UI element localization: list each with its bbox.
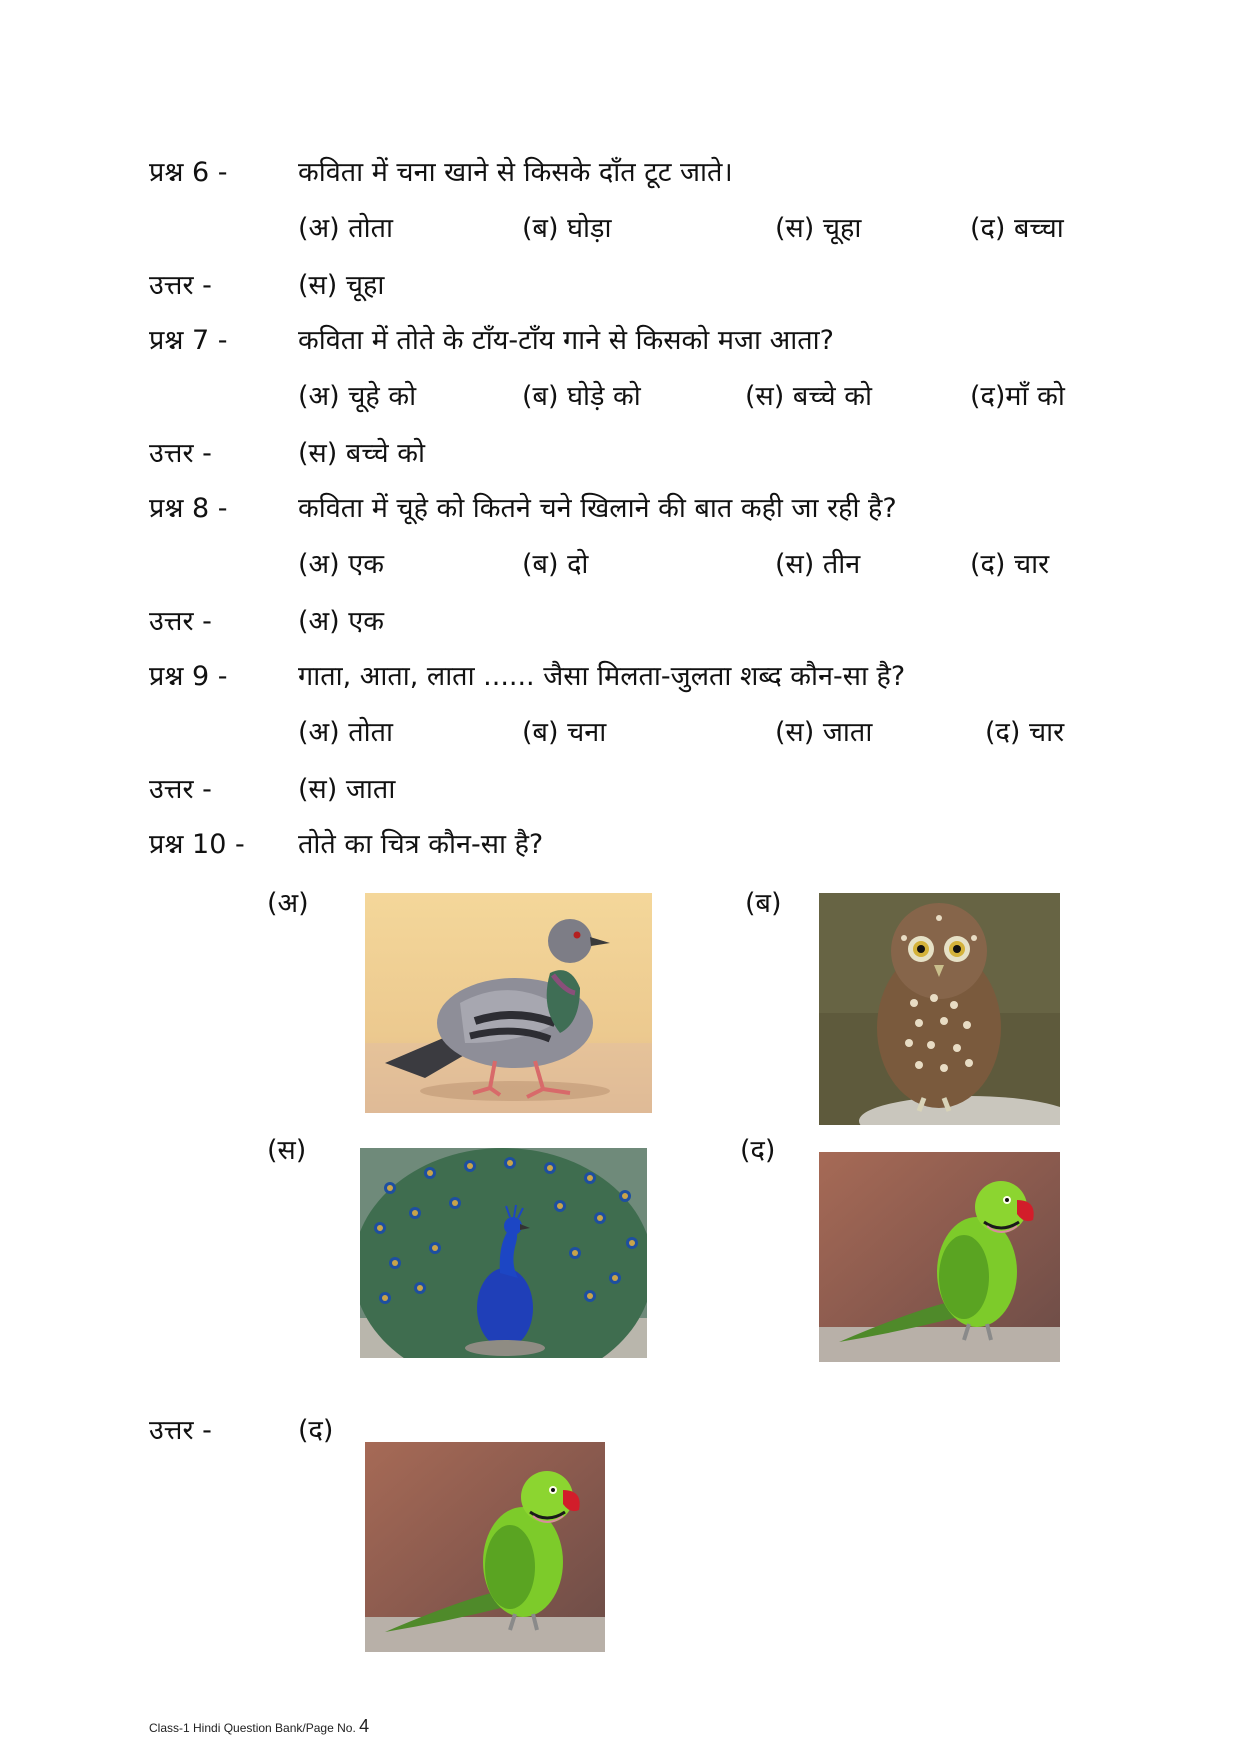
- question-8-label: प्रश्न 8 -: [149, 493, 228, 524]
- question-8-text: कविता में चूहे को कितने चने खिलाने की बात कही जा रही है?: [298, 493, 897, 524]
- question-9-label: प्रश्न 9 -: [149, 661, 228, 692]
- answer-9-text: (स) जाता: [298, 774, 396, 805]
- question-9-option-c: (स) जाता: [775, 717, 873, 748]
- answer-6-text: (स) चूहा: [298, 270, 385, 301]
- question-8-option-a: (अ) एक: [298, 549, 384, 580]
- question-9-option-d: (द) चार: [985, 717, 1065, 748]
- question-7-option-a: (अ) चूहे को: [298, 381, 417, 412]
- question-6-text: कविता में चना खाने से किसके दाँत टूट जाते।: [298, 157, 733, 188]
- answer-10-text: (द): [298, 1415, 334, 1446]
- question-7-option-d: (द)माँ को: [970, 381, 1065, 412]
- question-8-option-d: (द) चार: [970, 549, 1050, 580]
- picture-option-d-label: (द): [740, 1135, 776, 1166]
- page-number: 4: [359, 1716, 370, 1736]
- question-9-option-a: (अ) तोता: [298, 717, 394, 748]
- picture-option-b-label: (ब): [745, 888, 782, 919]
- parrot-picture-answer: [365, 1442, 605, 1652]
- question-10-label: प्रश्न 10 -: [149, 829, 245, 860]
- question-7-label: प्रश्न 7 -: [149, 325, 228, 356]
- question-6-label: प्रश्न 6 -: [149, 157, 228, 188]
- picture-option-a-label: (अ): [267, 888, 309, 919]
- picture-option-c-label: (स): [267, 1135, 307, 1166]
- question-7-option-c: (स) बच्चे को: [745, 381, 872, 412]
- question-9-text: गाता, आता, लाता ...... जैसा मिलता-जुलता शब्द कौन-सा है?: [298, 661, 906, 692]
- question-7-text: कविता में तोते के टाँय-टाँय गाने से किसको मजा आता?: [298, 325, 834, 356]
- parrot-picture-option-d: [819, 1152, 1060, 1362]
- answer-7-label: उत्तर -: [149, 438, 212, 469]
- question-8-option-b: (ब) दो: [522, 549, 589, 580]
- owl-picture: [819, 893, 1060, 1125]
- answer-10-label: उत्तर -: [149, 1415, 212, 1446]
- answer-6-label: उत्तर -: [149, 270, 212, 301]
- answer-7-text: (स) बच्चे को: [298, 438, 425, 469]
- question-6-option-d: (द) बच्चा: [970, 213, 1064, 244]
- question-6-option-c: (स) चूहा: [775, 213, 862, 244]
- question-9-option-b: (ब) चना: [522, 717, 607, 748]
- pigeon-picture: [365, 893, 652, 1113]
- question-10-text: तोते का चित्र कौन-सा है?: [298, 829, 544, 860]
- answer-8-label: उत्तर -: [149, 606, 212, 637]
- peacock-picture: [360, 1148, 647, 1358]
- question-6-option-b: (ब) घोड़ा: [522, 213, 612, 244]
- question-7-option-b: (ब) घोड़े को: [522, 381, 641, 412]
- page-footer: [149, 1716, 369, 1737]
- question-8-option-c: (स) तीन: [775, 549, 861, 580]
- answer-9-label: उत्तर -: [149, 774, 212, 805]
- question-6-option-a: (अ) तोता: [298, 213, 394, 244]
- footer-text: Class-1 Hindi Question Bank/Page No.: [149, 1721, 356, 1735]
- answer-8-text: (अ) एक: [298, 606, 384, 637]
